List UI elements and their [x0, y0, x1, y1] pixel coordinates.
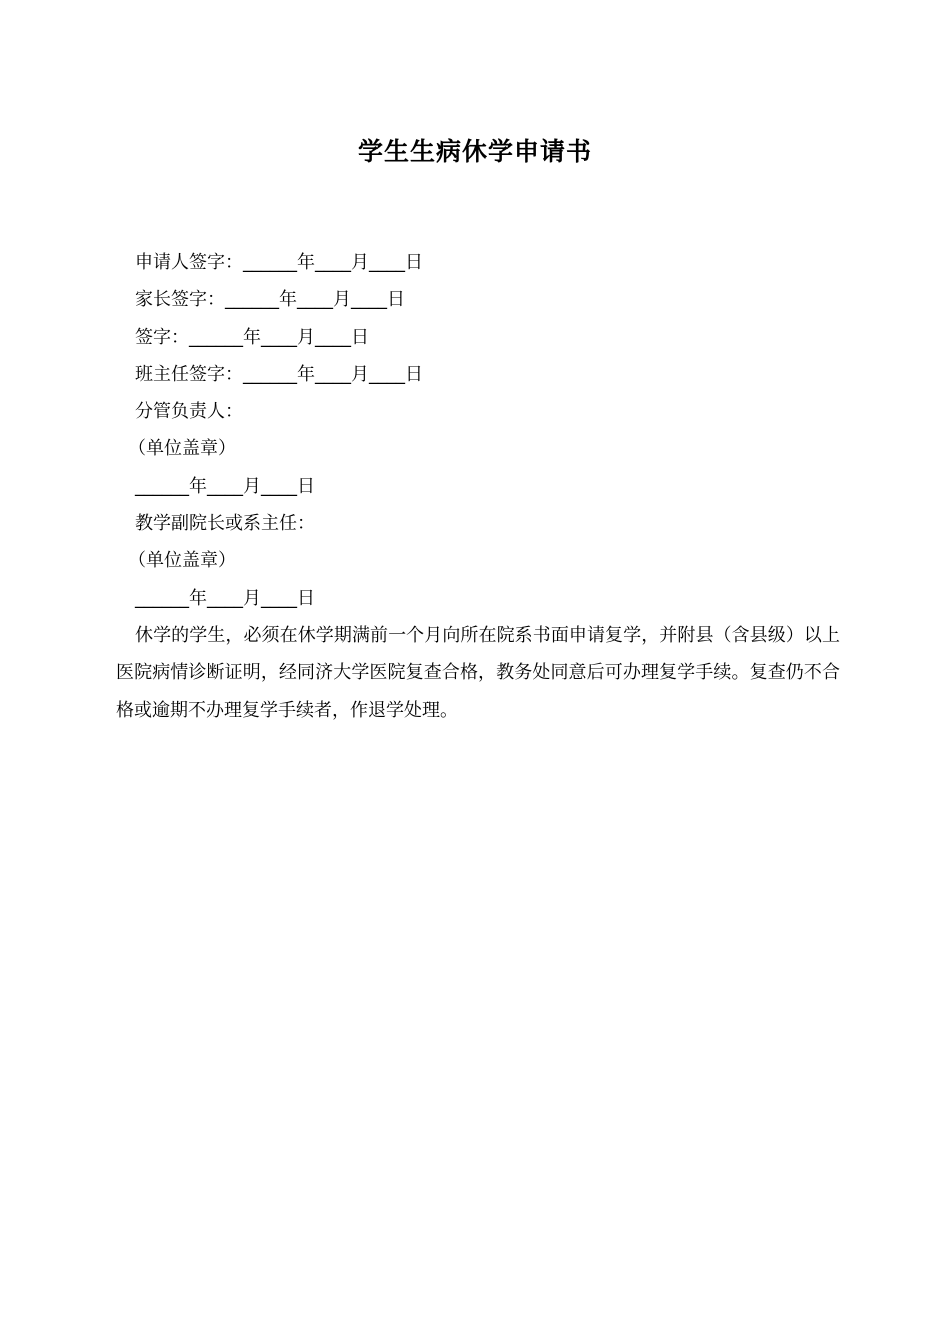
vice-dean-date-line: ______年____月____日 — [135, 587, 315, 609]
supervisor-date-line: ______年____月____日 — [135, 475, 315, 497]
supervisor-label: 分管负责人： — [135, 401, 243, 423]
vice-dean-label: 教学副院长或系主任： — [135, 513, 315, 535]
class-teacher-signature-line: 班主任签字：______年____月____日 — [135, 363, 423, 385]
applicant-signature-line: 申请人签字：______年____月____日 — [135, 252, 423, 273]
signature-line: 签字：______年____月____日 — [135, 326, 369, 348]
policy-paragraph: 休学的学生，必须在休学期满前一个月向所在院系书面申请复学，并附县（含县级）以上医院病情诊断证明，经同济大学医院复查合格，教务处同意后可办理复学手续。复查仍不合格或逾期不办理复学手续者，作退学处理。 — [116, 624, 840, 721]
parent-signature-line: 家长签字：______年____月____日 — [135, 289, 405, 311]
unit-seal-label: （单位盖章） — [128, 438, 236, 460]
unit-seal-label-2: （单位盖章） — [128, 550, 236, 572]
form-body — [116, 244, 840, 729]
document-title: 学生生病休学申请书 — [357, 137, 592, 166]
